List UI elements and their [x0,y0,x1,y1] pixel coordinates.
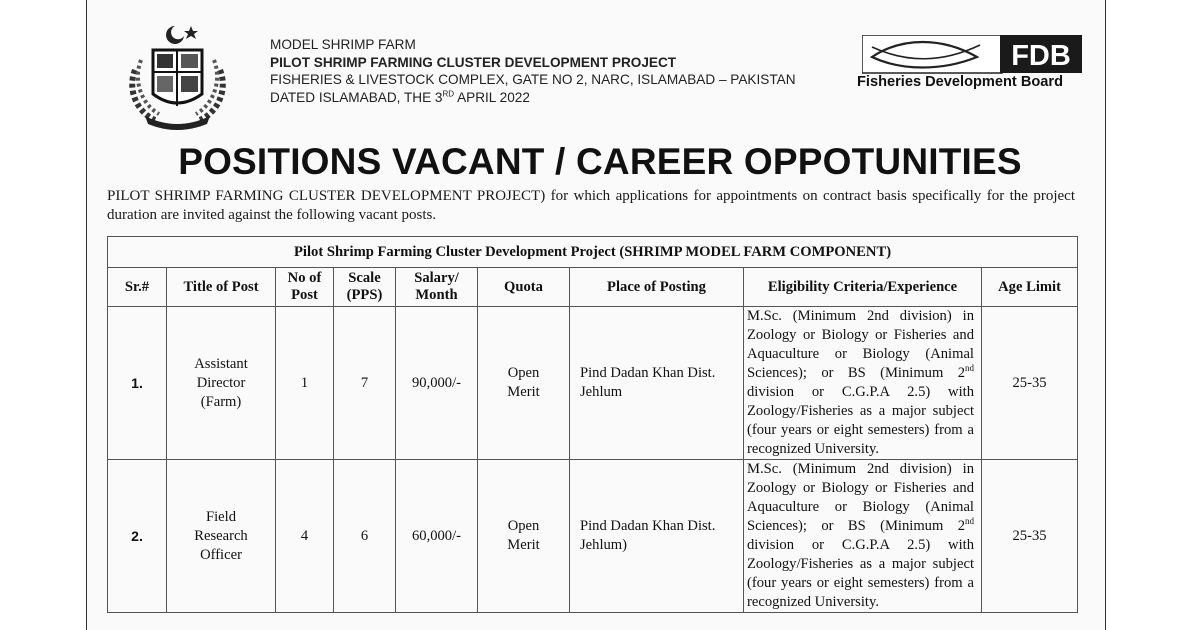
row-title: Assistant Director (Farm) [167,307,276,460]
header-scale: Scale (PPS) [334,268,396,307]
row-sr: 2. [108,460,167,613]
government-emblem-icon [125,20,230,132]
row-posts: 4 [276,460,334,613]
row-quota: Open Merit [478,460,570,613]
row-place: Pind Dadan Khan Dist. Jehlum [570,307,744,460]
row-salary: 60,000/- [396,460,478,613]
table-header-row [108,268,1078,307]
row-title: Field Research Officer [167,460,276,613]
header-quota: Quota [478,268,570,307]
table-caption-row [108,237,1078,268]
fdb-abbr: FDB [1011,40,1071,72]
header-line-3: FISHERIES & LIVESTOCK COMPLEX, GATE NO 2, NARC, ISLAMABAD – PAKISTAN [270,72,796,87]
row-scale: 6 [334,460,396,613]
header-line-2: PILOT SHRIMP FARMING CLUSTER DEVELOPMENT PROJECT [270,54,677,70]
row-eligibility: M.Sc. (Minimum 2nd division) in Zoology or Biology or Fisheries and Aquaculture or Biology (Animal Sciences); or BS (Minimum 2nd division or C.G.P.A 2.5) with Zoology/Fisheries as a major subject (four years or eight semesters) from a recognized University. [744,307,982,460]
header-line-1: MODEL SHRIMP FARM [270,37,416,52]
row-posts: 1 [276,307,334,460]
table-row [108,307,1078,460]
table-caption: Pilot Shrimp Farming Cluster Development Project (SHRIMP MODEL FARM COMPONENT) [108,237,1078,268]
row-sr: 1. [108,307,167,460]
table-row [108,460,1078,613]
row-quota: Open Merit [478,307,570,460]
header-eligibility: Eligibility Criteria/Experience [744,268,982,307]
row-salary: 90,000/- [396,307,478,460]
row-scale: 7 [334,307,396,460]
fdb-name: Fisheries Development Board [857,74,1063,90]
row-age: 25-35 [982,460,1078,613]
header-date: DATED ISLAMABAD, THE 3RD APRIL 2022 [270,88,530,105]
header-place: Place of Posting [570,268,744,307]
fdb-logo [857,35,1089,95]
intro-paragraph: PILOT SHRIMP FARMING CLUSTER DEVELOPMENT PROJECT) for which applications for appointments on contract basis specifically for the project duration are invited against the following vacant posts. [107,188,1075,223]
positions-table [107,236,1078,613]
row-eligibility: M.Sc. (Minimum 2nd division) in Zoology or Biology or Fisheries and Aquaculture or Biology (Animal Sciences); or BS (Minimum 2nd division or C.G.P.A 2.5) with Zoology/Fisheries as a major subject (four years or eight semesters) from a recognized University. [744,460,982,613]
header-block [270,36,796,106]
header-salary: Salary/ Month [396,268,478,307]
header-no-post: No of Post [276,268,334,307]
header-sr: Sr.# [108,268,167,307]
row-place: Pind Dadan Khan Dist. Jehlum) [570,460,744,613]
row-age: 25-35 [982,307,1078,460]
header-age: Age Limit [982,268,1078,307]
page-title: POSITIONS VACANT / CAREER OPPOTUNITIES [178,141,1022,182]
fdb-fish-icon [862,35,1087,75]
header-title: Title of Post [167,268,276,307]
